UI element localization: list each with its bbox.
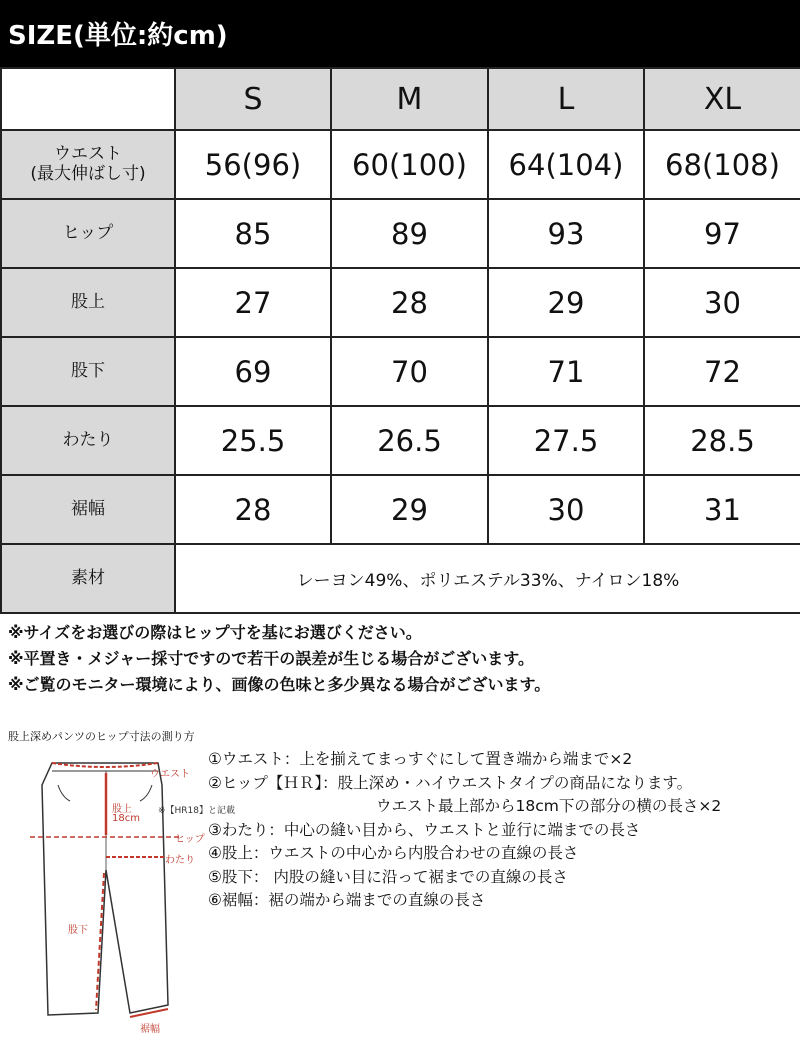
- diagram-label-waist: ウエスト: [150, 769, 190, 780]
- pants-diagram: [0, 745, 236, 1035]
- diagram-label-thigh: わたり: [165, 855, 195, 866]
- table-cell: 85: [175, 199, 331, 268]
- table-cell: 56(96): [175, 130, 331, 199]
- row-label-rise: 股上: [1, 268, 175, 337]
- diagram-label-rise-length: 18cm: [112, 813, 140, 824]
- table-cell: 93: [488, 199, 644, 268]
- measurement-guide-title: 股上深めパンツのヒップ寸法の測り方: [8, 730, 195, 743]
- table-row-rise: [1, 268, 800, 337]
- row-label-line2: (最大伸ばし寸): [30, 163, 146, 184]
- material-value: レーヨン49%、ポリエステル33%、ナイロン18%: [175, 544, 800, 613]
- table-cell: 89: [331, 199, 488, 268]
- desc-waist: ①ウエスト：上を揃えてまっすぐにして置き端から端まで×2: [208, 750, 633, 768]
- row-label-waist: [1, 130, 175, 199]
- size-header-l: L: [488, 68, 644, 130]
- desc-rise: ④股上：ウエストの中心から内股合わせの直線の長さ: [208, 844, 579, 862]
- table-cell: 28.5: [644, 406, 800, 475]
- notes-block: [8, 620, 798, 698]
- desc-hem: ⑥裾幅：裾の端から端までの直線の長さ: [208, 891, 486, 909]
- diagram-label-hip: ヒップ: [175, 834, 205, 845]
- size-title-bar: [0, 0, 800, 67]
- table-cell: 29: [488, 268, 644, 337]
- row-label-thigh: わたり: [1, 406, 175, 475]
- pants-outline-illustration: [0, 745, 210, 1034]
- diagram-label-hem: 裾幅: [140, 1024, 160, 1035]
- table-row-inseam: [1, 337, 800, 406]
- table-row-hip: [1, 199, 800, 268]
- size-table: [0, 67, 800, 614]
- size-header-s: S: [175, 68, 331, 130]
- row-label-hem: 裾幅: [1, 475, 175, 544]
- table-cell: 27.5: [488, 406, 644, 475]
- row-label-inseam: 股下: [1, 337, 175, 406]
- row-label-hip: ヒップ: [1, 199, 175, 268]
- diagram-note-hr18: ※【HR18】と記載: [158, 806, 236, 816]
- desc-thigh: ③わたり：中心の縫い目から、ウエストと並行に端までの長さ: [208, 820, 641, 839]
- table-row-material: [1, 544, 800, 613]
- table-cell: 28: [331, 268, 488, 337]
- note-line: ※サイズをお選びの際はヒップ寸を基にお選びください。: [8, 623, 422, 642]
- table-cell: 68(108): [644, 130, 800, 199]
- table-cell: 30: [644, 268, 800, 337]
- table-cell: 64(104): [488, 130, 644, 199]
- table-cell: 30: [488, 475, 644, 544]
- header-blank-cell: [1, 68, 175, 130]
- table-cell: 97: [644, 199, 800, 268]
- note-line: ※平置き・メジャー採寸ですので若干の誤差が生じる場合がございます。: [8, 649, 534, 668]
- row-label-material: 素材: [1, 544, 175, 613]
- table-row-thigh: [1, 406, 800, 475]
- desc-inseam: ⑤股下： 内股の縫い目に沿って裾までの直線の長さ: [208, 867, 568, 886]
- size-header-m: M: [331, 68, 488, 130]
- table-cell: 27: [175, 268, 331, 337]
- table-row-waist: [1, 130, 800, 199]
- size-title: SIZE(単位:約cm): [8, 21, 228, 51]
- table-cell: 25.5: [175, 406, 331, 475]
- table-cell: 31: [644, 475, 800, 544]
- note-line: ※ご覧のモニター環境により、画像の色味と多少異なる場合がございます。: [8, 675, 551, 694]
- table-cell: 28: [175, 475, 331, 544]
- table-cell: 71: [488, 337, 644, 406]
- table-cell: 26.5: [331, 406, 488, 475]
- table-cell: 29: [331, 475, 488, 544]
- desc-hip: ②ヒップ【ＨＲ】：股上深め・ハイウエストタイプの商品になります。: [208, 773, 693, 792]
- table-cell: 72: [644, 337, 800, 406]
- table-cell: 69: [175, 337, 331, 406]
- row-label-line1: ウエスト: [54, 143, 122, 164]
- desc-hip-detail: ウエスト最上部から18cm下の部分の横の長さ×2: [376, 797, 722, 815]
- table-row-hem: [1, 475, 800, 544]
- size-header-xl: XL: [644, 68, 800, 130]
- table-cell: 60(100): [331, 130, 488, 199]
- diagram-label-inseam: 股下: [68, 925, 88, 936]
- diagram-label-rise: 股上: [112, 804, 132, 815]
- table-cell: 70: [331, 337, 488, 406]
- measurement-descriptions: [208, 748, 798, 913]
- size-header-row: [1, 68, 800, 130]
